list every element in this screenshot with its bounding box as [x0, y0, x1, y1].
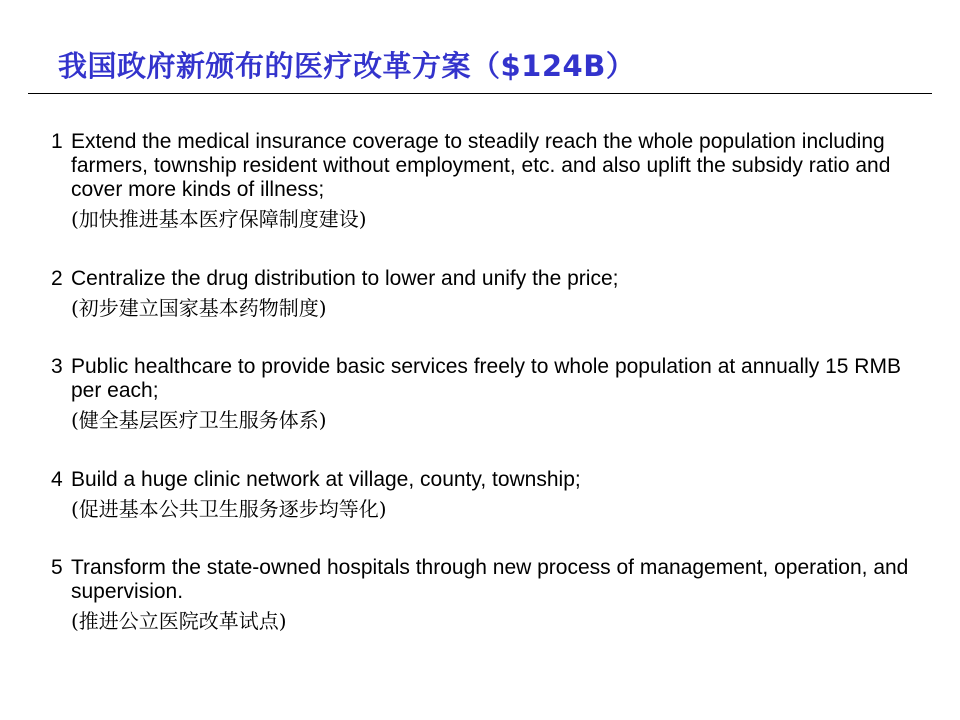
reform-item-3 [50, 355, 910, 433]
item-text-english: Build a huge clinic network at village, county, township; [71, 468, 581, 491]
item-text-chinese: (健全基层医疗卫生服务体系) [71, 408, 327, 432]
reform-item-5 [50, 556, 910, 634]
item-text-english: Public healthcare to provide basic services freely to whole population at annually 15 RMB per each; [71, 355, 901, 402]
item-text-chinese: (加快推进基本医疗保障制度建设) [71, 207, 367, 231]
item-number: 2 [51, 267, 63, 290]
slide-title: 我国政府新颁布的医疗改革方案（$124B） [58, 49, 636, 83]
title-divider [28, 93, 932, 94]
item-text-english: Centralize the drug distribution to lower and unify the price; [71, 267, 619, 290]
item-text-english: Extend the medical insurance coverage to steadily reach the whole population including farmers, township resident without employment, etc. and also uplift the subsidy ratio and cover more kinds of illness; [71, 130, 891, 201]
item-number: 3 [51, 355, 63, 378]
item-number: 5 [51, 556, 63, 579]
reform-item-2 [50, 267, 910, 321]
item-text-chinese: (推进公立医院改革试点) [71, 609, 287, 633]
item-text-chinese: (初步建立国家基本药物制度) [71, 296, 327, 320]
item-text-chinese: (促进基本公共卫生服务逐步均等化) [71, 497, 387, 521]
item-text-english: Transform the state-owned hospitals through new process of management, operation, and supervision. [71, 556, 909, 603]
reform-plan-list [50, 130, 910, 634]
item-number: 4 [51, 468, 63, 491]
reform-item-1 [50, 130, 910, 232]
item-number: 1 [51, 130, 63, 153]
reform-item-4 [50, 468, 910, 522]
